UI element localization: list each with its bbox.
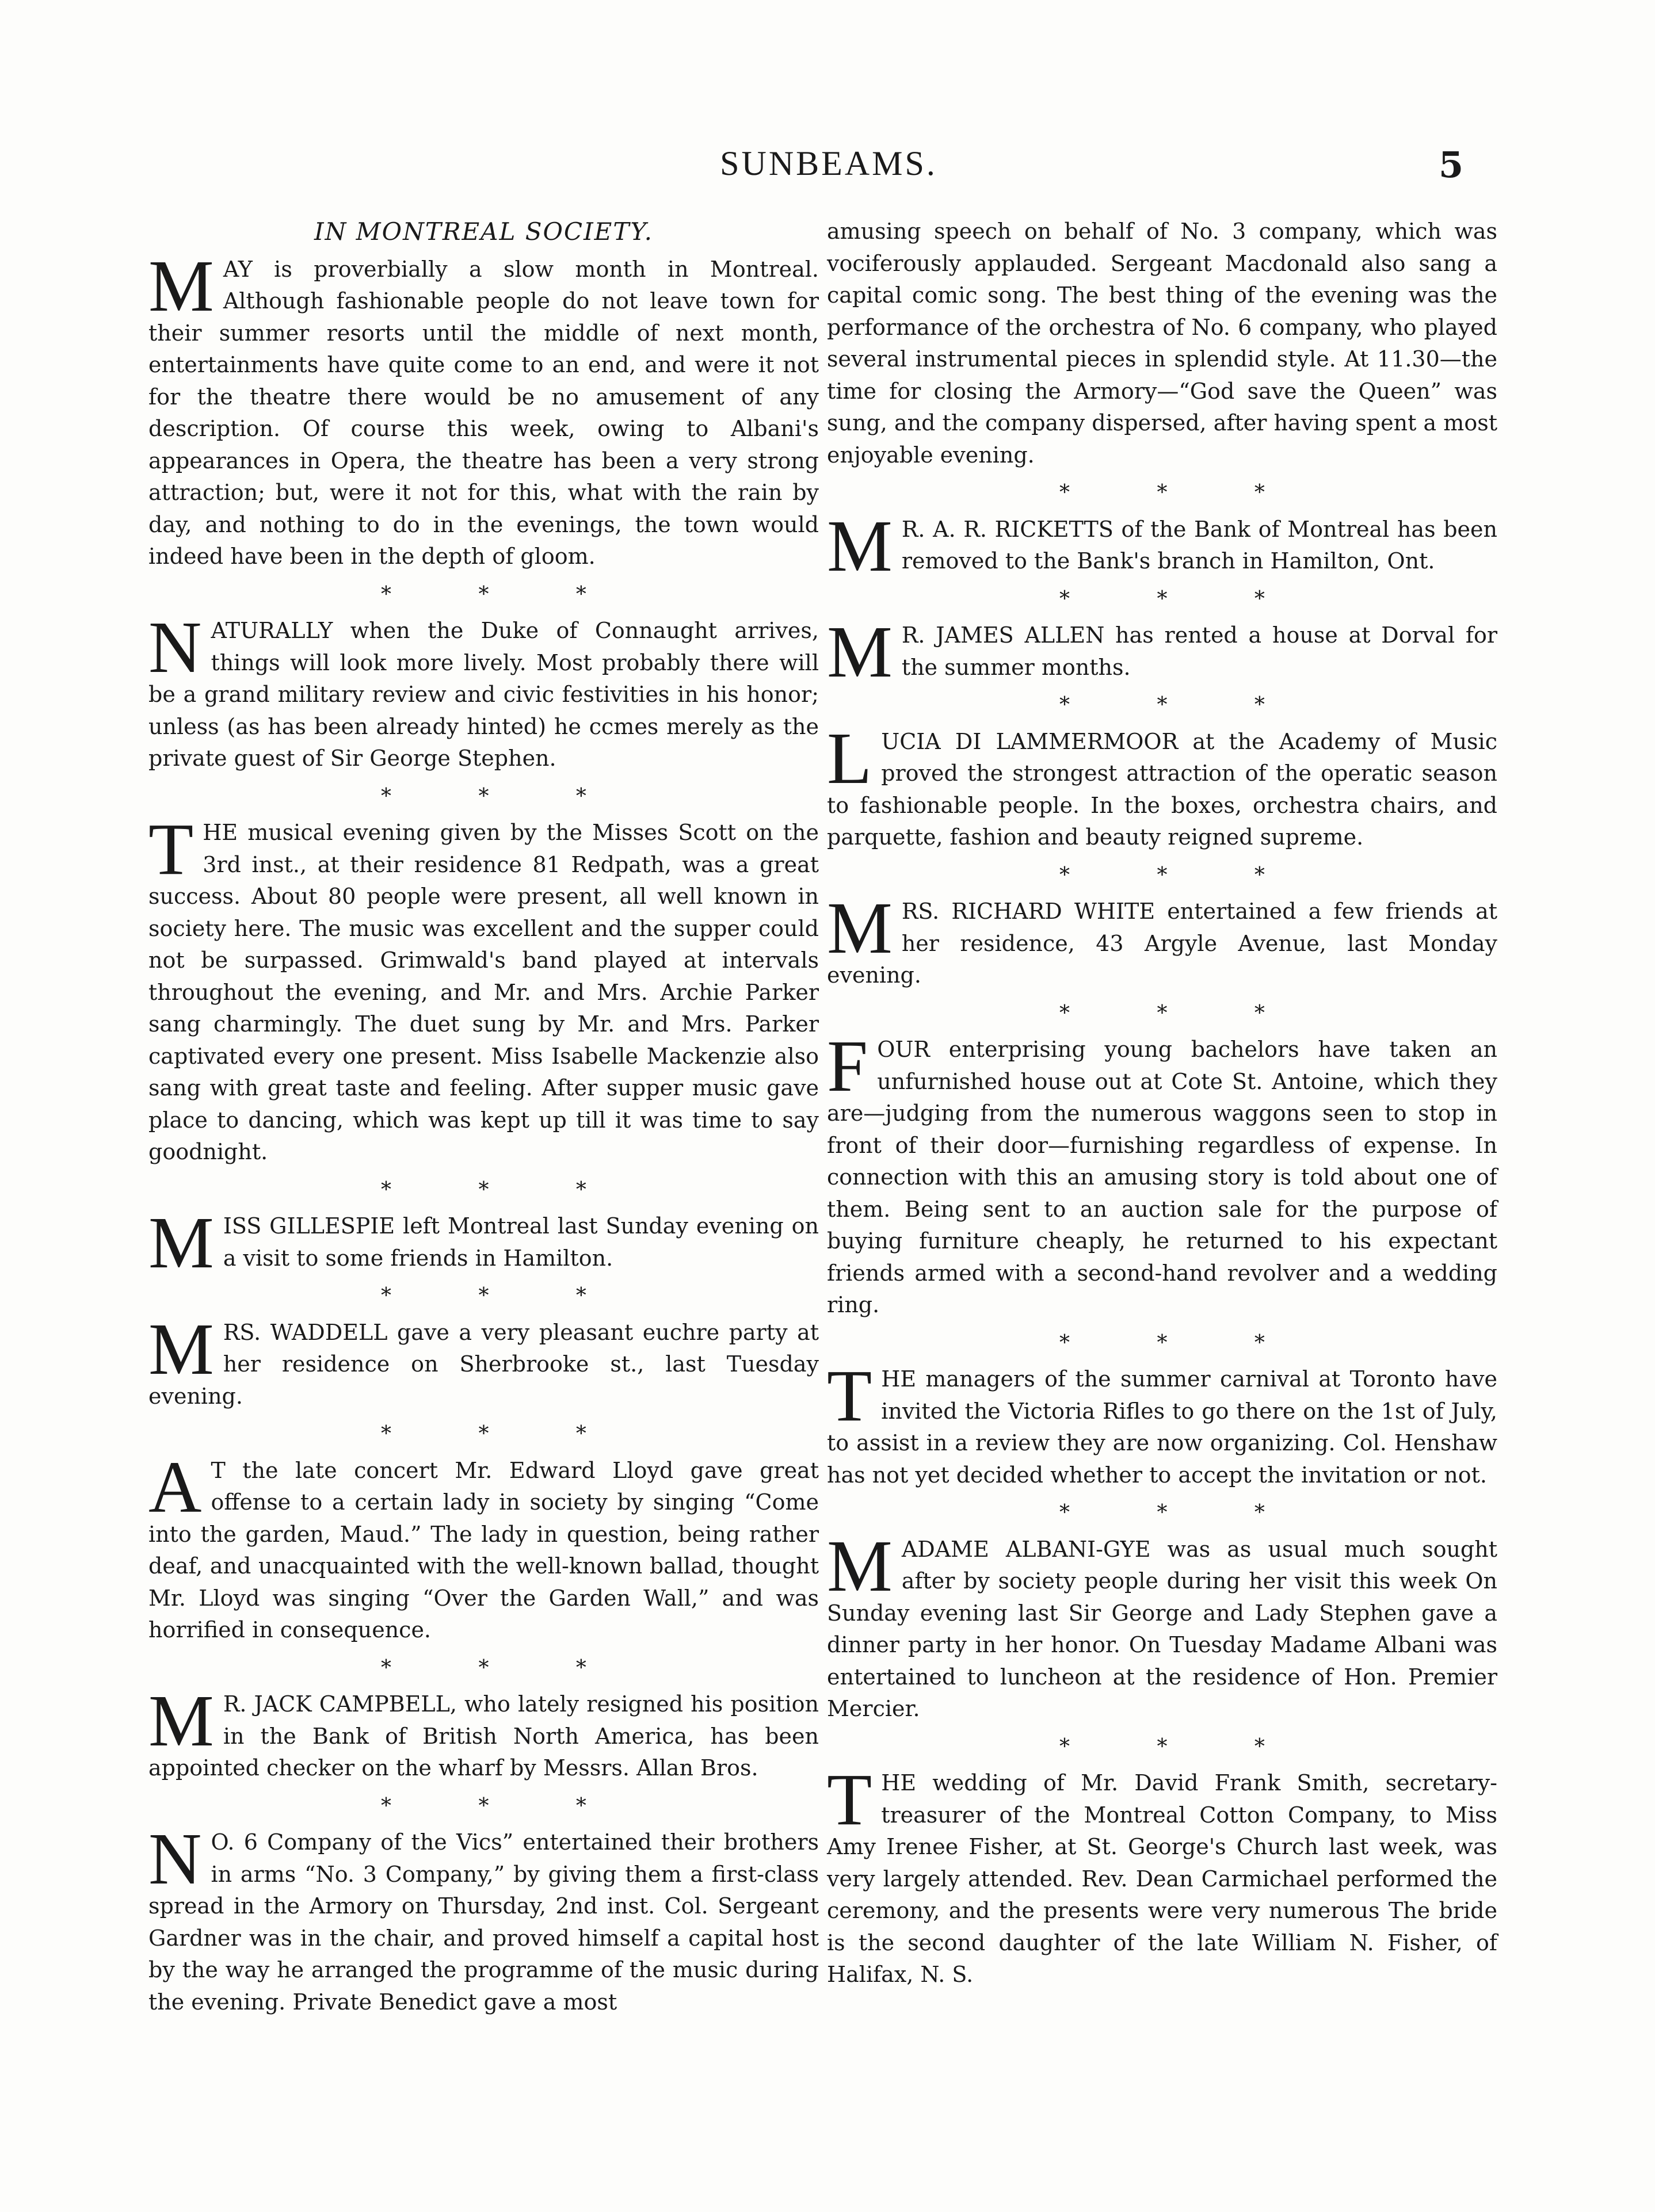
- news-item: [148, 606, 819, 775]
- news-item: [148, 1202, 819, 1283]
- separator-stars: * * *: [1059, 1735, 1305, 1759]
- news-item-text: UCIA DI LAMMERMOOR at the Academy of Music proved the strongest attraction of the operatic season to fashionable people. In the boxes, orchestra chairs, and parquette, fashion and beauty reigned supreme.: [827, 728, 1497, 850]
- news-item-text: RS. WADDELL gave a very pleasant euchre party at her residence on Sherbrooke st., last Tuesday evening.: [148, 1319, 819, 1409]
- news-item: [827, 1025, 1497, 1321]
- news-item-text: R. A. R. RICKETTS of the Bank of Montreal has been removed to the Bank's branch in Hamilton, Ont.: [901, 516, 1497, 574]
- drop-cap: M: [148, 1680, 214, 1762]
- drop-cap: M: [827, 505, 893, 587]
- news-item: [148, 1308, 819, 1413]
- drop-cap: M: [827, 1525, 893, 1607]
- news-item: [827, 1525, 1497, 1725]
- drop-cap: M: [148, 244, 214, 327]
- section-title: IN MONTREAL SOCIETY.: [314, 217, 653, 246]
- page-header: [0, 144, 1655, 207]
- news-item: [827, 611, 1497, 693]
- news-item-text: HE musical evening given by the Misses Scott on the 3rd inst., at their residence 81 Redpath, was a great success. About 80 people were present, all well known in society here. The music was excellent and the supper could not be surpassed. Grimwald's band played at intervals throughout the evening, and Mr. and Mrs. Archie Parker sang charmingly. The duet sung by Mr. and Mrs. Parker captivated every one present. Miss Isabelle Mackenzie also sang with great taste and feeling. After supper music gave place to dancing, which was kept up till it was time to say goodnight.: [148, 820, 819, 1164]
- drop-cap: A: [148, 1446, 202, 1528]
- news-item: [148, 1446, 819, 1646]
- news-item: [827, 887, 1497, 992]
- separator-stars: * * *: [381, 784, 627, 808]
- right-column: [827, 216, 1497, 1991]
- separator-stars: * * *: [1059, 481, 1305, 505]
- drop-cap: T: [827, 1355, 872, 1437]
- separator-stars: * * *: [1059, 1501, 1305, 1525]
- news-item-text: amusing speech on behalf of No. 3 company, which was vociferously applauded. Sergeant Macdonald also sang a capital comic song. The best thing of the evening was the performance of the orchestra of No. 6 company, who played several instrumental pieces in splendid style. At 11.30—the time for closing the Armory—“God save the Queen” was sung, and the company dispersed, after having spent a most enjoyable evening.: [827, 219, 1497, 468]
- drop-cap: M: [148, 1308, 214, 1390]
- news-item: [827, 216, 1497, 471]
- separator-stars: * * *: [1059, 587, 1305, 611]
- news-item-text: OUR enterprising young bachelors have taken an unfurnished house out at Cote St. Antoine, which they are—judging from the numerous waggons seen to stop in front of their door—furnishing regardless of expense. In connection with this an amusing story is told about one of them. Being sent to an auction sale for the purpose of buying furniture cheaply, he returned to his expectant friends armed with a second-hand revolver and a wedding ring.: [827, 1037, 1497, 1317]
- separator-stars: * * *: [1059, 1001, 1305, 1025]
- separator-stars: * * *: [381, 1284, 627, 1308]
- news-item: [827, 717, 1497, 854]
- separator-stars: * * *: [1059, 693, 1305, 717]
- news-item-text: HE managers of the summer carnival at Toronto have invited the Victoria Rifles to go there on the 1st of July, to assist in a review they are now organizing. Col. Henshaw has not yet decided whether to accept the invitation or not.: [827, 1366, 1497, 1488]
- separator-stars: * * *: [381, 1422, 627, 1446]
- news-item-text: HE wedding of Mr. David Frank Smith, secretary-treasurer of the Montreal Cotton Company, to Miss Amy Irenee Fisher, at St. George's Church last week, was very largely attended. Rev. Dean Carmichael performed the ceremony, and the presents were very numerous The bride is the second daughter of the late William N. Fisher, of Halifax, N. S.: [827, 1770, 1497, 1987]
- news-item-text: R. JACK CAMPBELL, who lately resigned his position in the Bank of British North America, has been appointed checker on the wharf by Messrs. Allan Bros.: [148, 1691, 819, 1781]
- news-item: [148, 1818, 819, 2018]
- drop-cap: F: [827, 1025, 868, 1107]
- news-item: [148, 808, 819, 1168]
- news-item: [827, 1759, 1497, 1991]
- news-item-text: ADAME ALBANI-GYE was as usual much sought after by society people during her visit this week On Sunday evening last Sir George and Lady Stephen gave a dinner party in her honor. On Tuesday Madame Albani was entertained to luncheon at the residence of Hon. Premier Mercier.: [827, 1536, 1497, 1721]
- separator-stars: * * *: [381, 582, 627, 606]
- drop-cap: T: [148, 808, 194, 890]
- separator-stars: * * *: [1059, 1331, 1305, 1355]
- page-number: 5: [1439, 144, 1464, 186]
- news-item: [827, 505, 1497, 587]
- news-item-text: ATURALLY when the Duke of Connaught arrives, things will look more lively. Most probably there will be a grand military review and civic festivities in his honor; unless (as has been already hinted) he ccmes merely as the private guest of Sir George Stephen.: [148, 618, 819, 771]
- masthead-title: SUNBEAMS.: [720, 144, 937, 182]
- news-item-text: T the late concert Mr. Edward Lloyd gave great offense to a certain lady in society by singing “Come into the garden, Maud.” The lady in question, being rather deaf, and unacquainted with the well-known ballad, thought Mr. Lloyd was singing “Over the Garden Wall,” and was horrified in consequence.: [148, 1457, 819, 1642]
- drop-cap: T: [827, 1759, 872, 1840]
- drop-cap: N: [148, 1818, 202, 1900]
- news-item-text: R. JAMES ALLEN has rented a house at Dorval for the summer months.: [901, 622, 1497, 680]
- drop-cap: M: [827, 887, 893, 969]
- left-column: [148, 216, 819, 2018]
- drop-cap: M: [827, 611, 893, 693]
- separator-stars: * * *: [381, 1656, 627, 1680]
- news-item-text: O. 6 Company of the Vics” entertained their brothers in arms “No. 3 Company,” by giving them a first-class spread in the Armory on Thursday, 2nd inst. Col. Sergeant Gardner was in the chair, and proved himself a capital host by the way he arranged the programme of the music during the evening. Private Benedict gave a most: [148, 1829, 819, 2015]
- news-item-text: RS. RICHARD WHITE entertained a few friends at her residence, 43 Argyle Avenue, last Monday evening.: [827, 899, 1497, 988]
- news-item: [148, 1680, 819, 1785]
- news-item: [827, 1355, 1497, 1491]
- news-item-text: ISS GILLESPIE left Montreal last Sunday evening on a visit to some friends in Hamilton.: [223, 1213, 819, 1271]
- separator-stars: * * *: [381, 1794, 627, 1818]
- drop-cap: N: [148, 606, 202, 688]
- drop-cap: M: [148, 1202, 214, 1283]
- news-item: [148, 244, 819, 573]
- separator-stars: * * *: [381, 1178, 627, 1202]
- news-item-text: AY is proverbially a slow month in Montreal. Although fashionable people do not leave town for their summer resorts until the middle of next month, entertainments have quite come to an end, and were it not for the theatre there would be no amusement of any description. Of course this week, owing to Albani's appearances in Opera, the theatre has been a very strong attraction; but, were it not for this, what with the rain by day, and nothing to do in the evenings, the town would indeed have been in the depth of gloom.: [148, 256, 819, 569]
- separator-stars: * * *: [1059, 863, 1305, 887]
- drop-cap: L: [827, 717, 872, 799]
